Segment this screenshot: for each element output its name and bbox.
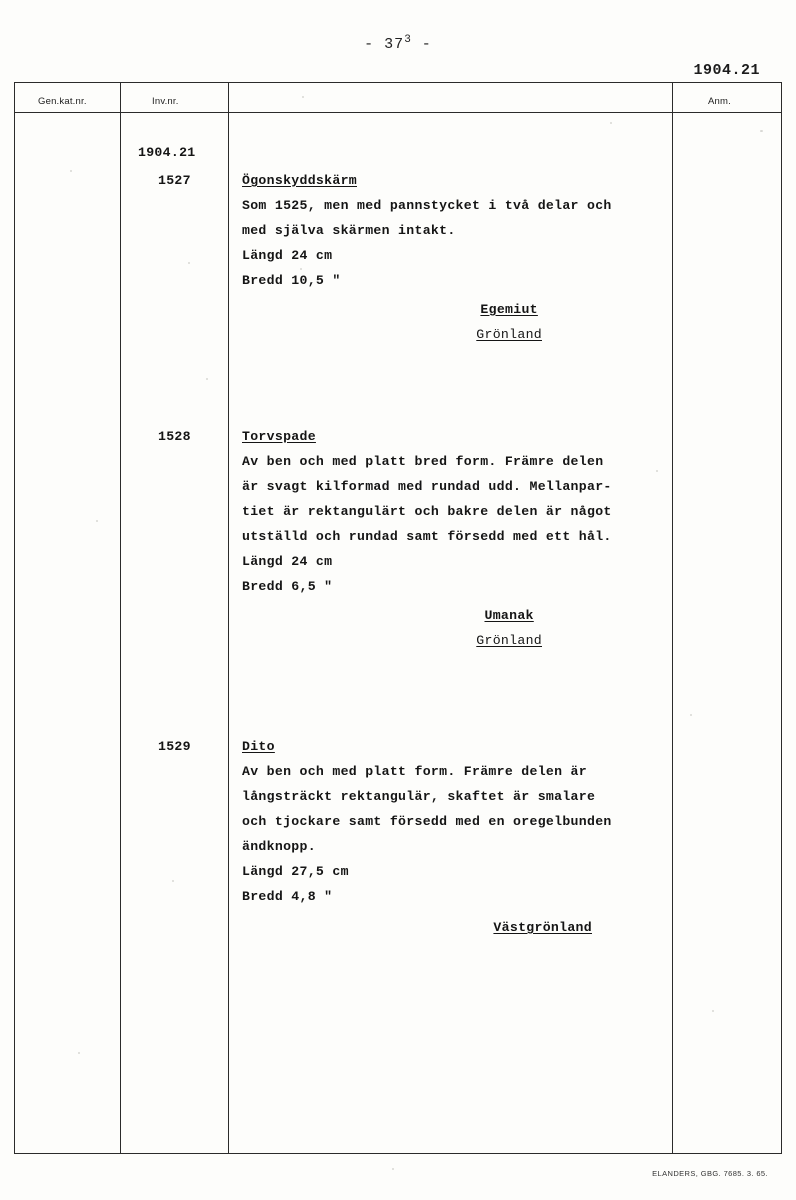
paper-speck [300, 268, 302, 270]
entry-title: Torvspade [242, 429, 316, 444]
entry-catalogue-number: 1904.21 [138, 145, 196, 160]
paper-speck [172, 880, 174, 882]
entry-line: utställd och rundad samt försedd med ett hål. [242, 529, 612, 544]
column-header-gen-kat-nr: Gen.kat.nr. [38, 96, 87, 107]
page-number-main: - 37 [364, 36, 405, 53]
table-column-divider-3 [672, 82, 673, 1154]
entry-line: Av ben och med platt form. Främre delen är [242, 764, 587, 779]
paper-speck [712, 1010, 714, 1012]
paper-speck [96, 520, 98, 522]
entry-title: Dito [242, 739, 275, 754]
entry-inventory-number: 1528 [158, 429, 191, 444]
entry-line: långsträckt rektangulär, skaftet är smalare [242, 789, 596, 804]
entry-line: med själva skärmen intakt. [242, 223, 456, 238]
entry-place-secondary: Grönland [476, 327, 542, 342]
entry-line: Längd 27,5 cm [242, 864, 349, 879]
entry-provenance [242, 915, 672, 940]
entry-inventory-number: 1529 [158, 739, 191, 754]
page-number [0, 34, 796, 53]
column-header-inv-nr: Inv.nr. [152, 96, 179, 107]
entry-inventory-number: 1527 [158, 173, 191, 188]
entry-line: tiet är rektangulärt och bakre delen är något [242, 504, 612, 519]
entry-line: och tjockare samt försedd med en oregelbunden [242, 814, 612, 829]
printer-imprint: ELANDERS, GBG. 7685. 3. 65. [652, 1169, 768, 1178]
entry-place-primary: Umanak [484, 608, 534, 623]
table-column-divider-2 [228, 82, 229, 1154]
paper-speck [656, 470, 658, 472]
paper-speck [78, 1052, 80, 1054]
table-header-rule [14, 112, 782, 113]
paper-speck [392, 1168, 394, 1170]
page-number-superscript: 3 [404, 34, 412, 46]
entry-provenance [242, 297, 672, 347]
entry-line: Bredd 10,5 " [242, 273, 341, 288]
entry-line: Längd 24 cm [242, 554, 333, 569]
entry-place-secondary: Grönland [476, 633, 542, 648]
paper-speck [188, 262, 190, 264]
paper-speck [70, 170, 72, 172]
entry-body [242, 734, 672, 940]
entry-line: Av ben och med platt bred form. Främre delen [242, 454, 604, 469]
entry-line: Bredd 4,8 " [242, 889, 333, 904]
entry-body [242, 424, 672, 653]
paper-speck [302, 96, 304, 98]
table-column-divider-1 [120, 82, 121, 1154]
header-catalogue-number: 1904.21 [693, 62, 760, 79]
entry-line: Bredd 6,5 " [242, 579, 333, 594]
entry-line: ändknopp. [242, 839, 316, 854]
entry-body [242, 168, 672, 347]
entry-title: Ögonskyddskärm [242, 173, 357, 188]
entry-provenance [242, 603, 672, 653]
paper-speck [760, 130, 763, 132]
entry-line: är svagt kilformad med rundad udd. Mellanpar- [242, 479, 612, 494]
entry-line: Längd 24 cm [242, 248, 333, 263]
paper-speck [206, 378, 208, 380]
entry-line: Som 1525, men med pannstycket i två delar och [242, 198, 612, 213]
paper-speck [610, 122, 612, 124]
column-header-anm: Anm. [708, 96, 731, 107]
paper-speck [690, 714, 692, 716]
page-number-tail: - [411, 36, 432, 53]
entry-place-primary: Egemiut [480, 302, 538, 317]
entry-place-primary: Västgrönland [493, 920, 592, 935]
